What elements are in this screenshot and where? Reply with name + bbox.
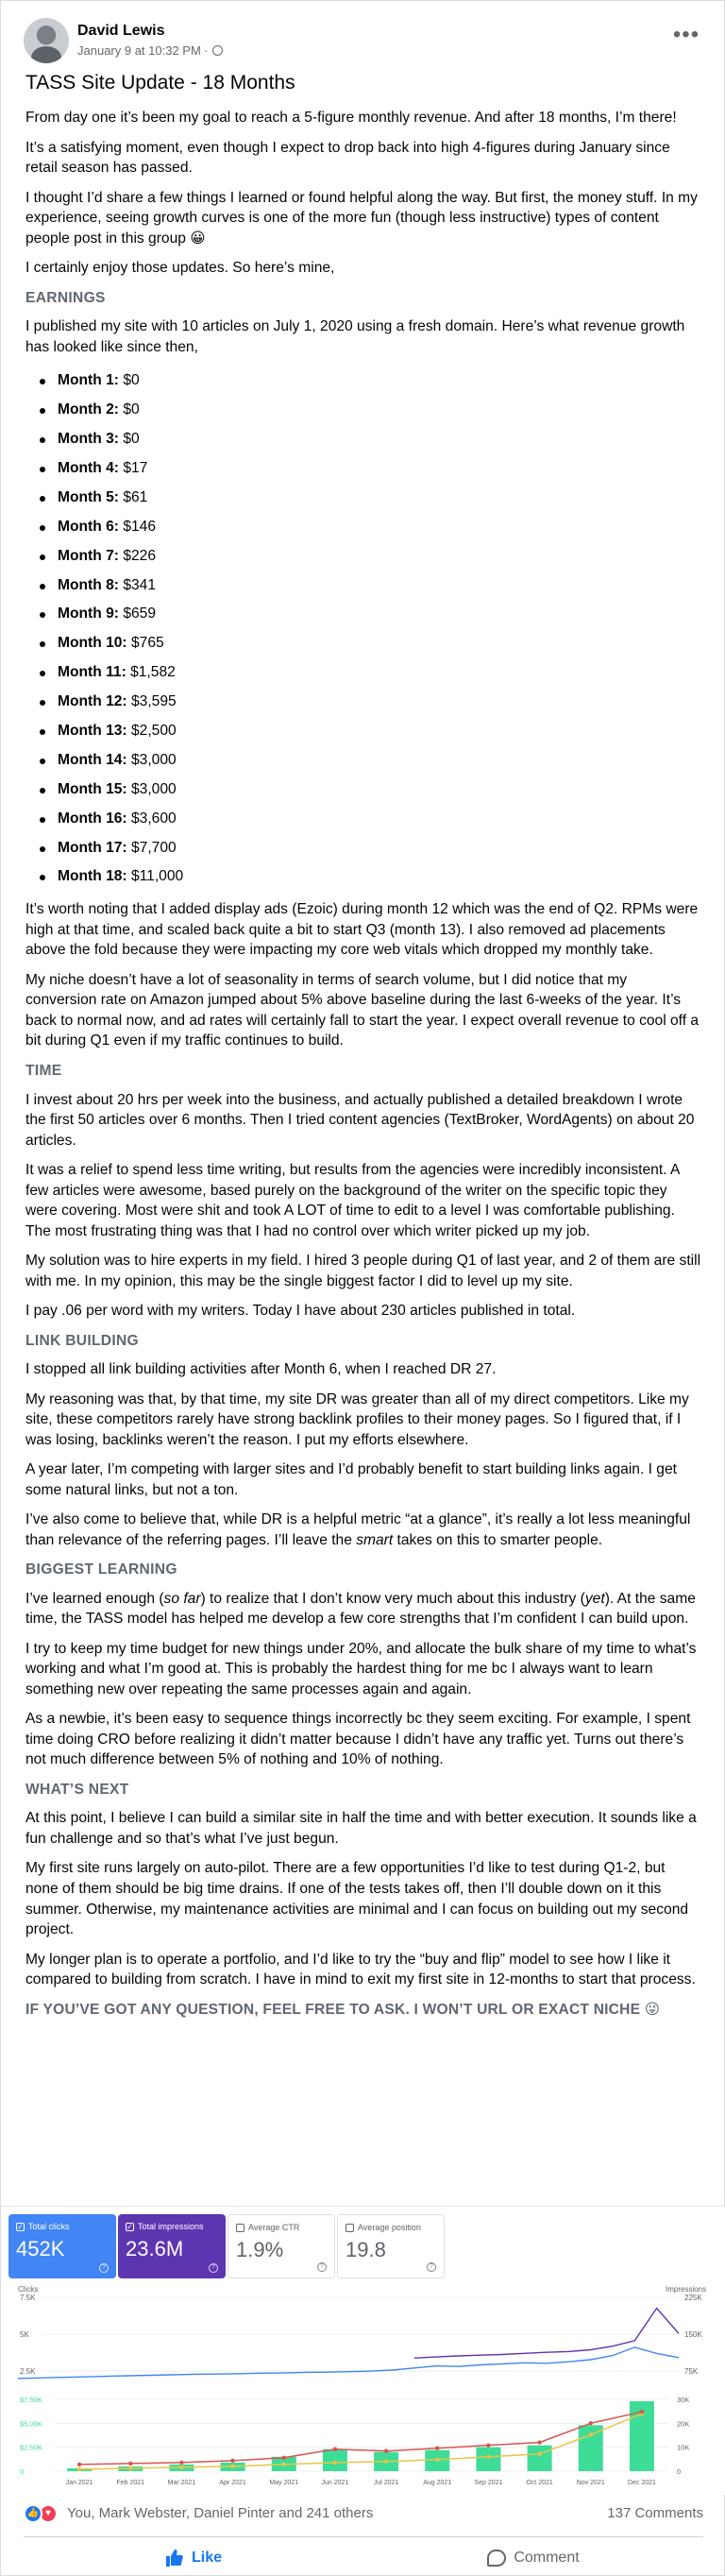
left-tick-label: 7.5K (20, 2294, 36, 2302)
total-clicks-tile (8, 2214, 116, 2278)
search-console-image[interactable] (1, 2206, 725, 2495)
tile-label-text: Average CTR (248, 2223, 300, 2232)
tile-label-text: Total clicks (28, 2222, 70, 2231)
biggest-learning-paragraph: As a newbie, it’s been easy to sequence things incorrectly bc they seem exciting. For example, I spent time doing CRO before realizing it didn’t matter because I didn’t have any traffic yet. Turns out there’s not much difference between 5% of nothing and 10% of nothing. (25, 1711, 691, 1768)
left-tick-label: 0 (20, 2467, 25, 2476)
red-series-line-point (282, 2456, 286, 2460)
help-icon: ? (99, 2263, 109, 2273)
red-series-line-point (486, 2443, 490, 2447)
month-label: Month 11: (58, 664, 126, 681)
reactions-bar (24, 2502, 703, 2525)
help-icon: ? (427, 2262, 436, 2272)
earnings-item (25, 396, 701, 425)
meta-separator: · (203, 43, 209, 58)
yellow-series-line-point (589, 2432, 593, 2436)
time-paragraph: I pay .06 per word with my writers. Today I have about 230 articles published in total. (25, 1303, 576, 1320)
emphasis-text: smart (356, 1531, 394, 1548)
post-actions (24, 2538, 703, 2576)
yellow-series-line-point (77, 2467, 81, 2471)
earnings-item (25, 746, 701, 776)
time-paragraph: My solution was to hire experts in my field. I hired 3 people during Q1 of last year, and 2 of them are still with me. In my opinion, this may be the single biggest factor I did to level up my site. (25, 1253, 701, 1289)
yellow-series-line-point (384, 2460, 388, 2464)
left-tick-label: $7.50K (20, 2396, 42, 2404)
yellow-series-line-point (179, 2465, 183, 2469)
yellow-series-line-point (128, 2466, 132, 2470)
month-value: $3,000 (130, 751, 177, 768)
earnings-list (25, 367, 701, 892)
link-building-paragraph (25, 1510, 701, 1550)
revenue-bar (476, 2448, 500, 2471)
earnings-item (25, 688, 701, 717)
x-tick-label: Jun 2021 (321, 2480, 349, 2486)
month-label: Month 8: (58, 576, 119, 593)
month-value: $3,595 (130, 693, 177, 710)
reaction-icons[interactable] (24, 2504, 61, 2523)
tile-value: 23.6M (126, 2237, 184, 2260)
comments-count[interactable]: 137 Comments (607, 2505, 703, 2521)
checkbox-icon (236, 2224, 244, 2232)
x-tick-label: Nov 2021 (576, 2480, 605, 2486)
month-value: $0 (123, 372, 140, 389)
whats-next-paragraph: At this point, I believe I can build a similar site in half the time and with better execution. It sounds like a fun challenge and so that’s what I’ve just begun. (25, 1810, 697, 1847)
text-run: I’ve learned enough ( (25, 1590, 164, 1607)
earnings-item (25, 513, 701, 542)
month-label: Month 15: (58, 780, 127, 797)
red-series-line-point (589, 2421, 593, 2425)
biggest-learning-paragraph: I try to keep my time budget for new things under 20%, and allocate the bulk share of my time to what’s working and what I’m good at. This is probably the hardest thing for me bc I always want to learn something new over repeating the same processes again and again. (25, 1640, 697, 1697)
like-button[interactable] (24, 2542, 363, 2574)
red-series-line-point (128, 2462, 132, 2465)
checkbox-icon (346, 2224, 354, 2232)
comment-label: Comment (514, 2550, 580, 2566)
month-label: Month 3: (58, 431, 119, 448)
link-building-heading: LINK BUILDING (25, 1332, 139, 1349)
month-label: Month 1: (58, 372, 119, 389)
month-label: Month 6: (58, 518, 119, 535)
more-options-icon[interactable]: ••• (672, 22, 700, 47)
tile-label (346, 2223, 436, 2232)
red-series-line-point (640, 2410, 644, 2414)
x-tick-label: Mar 2021 (167, 2480, 196, 2486)
month-label: Month 7: (58, 547, 119, 564)
earnings-item (25, 629, 701, 658)
red-series-line-point (384, 2449, 388, 2453)
earnings-item (25, 542, 701, 571)
earnings-item (25, 862, 701, 892)
time-paragraph: I invest about 20 hrs per week into the business, and actually published a detailed breakdown I wrote the first 50 articles over 6 months. Then I tried content agencies (TextBroker, WordAgents) on about 20 articles. (25, 1091, 695, 1149)
tile-label (126, 2222, 218, 2231)
post-title: TASS Site Update - 18 Months (25, 72, 295, 94)
timestamp[interactable]: January 9 at 10:32 PM (77, 43, 201, 58)
time-heading: TIME (25, 1062, 62, 1079)
month-value: $146 (123, 518, 157, 535)
earnings-item (25, 805, 701, 834)
text-run: ). At the same time, the TASS model has helped me develop a few core strengths that I’m confident I can build upon. (25, 1590, 696, 1628)
earnings-item (25, 834, 701, 863)
biggest-learning-paragraph (25, 1589, 701, 1629)
left-tick-label: $5.00K (20, 2419, 42, 2429)
yellow-series-line-point (333, 2461, 337, 2465)
thumbs-up-icon (165, 2549, 184, 2567)
earnings-item (25, 367, 701, 396)
month-label: Month 13: (58, 723, 127, 740)
month-value: $11,000 (130, 868, 184, 885)
yellow-series-line-point (486, 2455, 490, 2459)
right-tick-label: 150K (684, 2330, 702, 2339)
whats-next-paragraph: My longer plan is to operate a portfolio, and I’d like to try the “buy and flip” model to see how I like it compared to building from scratch. I have in mind to exit my first site in 12-months to start that process. (25, 1951, 696, 1988)
month-value: $17 (123, 460, 148, 477)
performance-charts (1, 2284, 725, 2494)
red-series-line-point (333, 2447, 337, 2450)
right-tick-label: 10K (677, 2443, 690, 2452)
month-value: $3,600 (130, 810, 177, 827)
right-tick-label: 0 (677, 2467, 682, 2476)
right-tick-label: 75K (684, 2367, 699, 2376)
tile-label (236, 2223, 327, 2232)
month-label: Month 16: (58, 810, 127, 827)
tile-label-text: Total impressions (138, 2222, 204, 2231)
author-name[interactable]: David Lewis (77, 23, 165, 39)
comment-button[interactable] (363, 2542, 703, 2574)
globe-icon (212, 45, 223, 56)
earnings-item (25, 571, 701, 601)
intro-paragraph: From day one it’s been my goal to reach a 5-figure monthly revenue. And after 18 months, I’m there! (25, 110, 677, 127)
time-paragraph: It was a relief to spend less time writing, but results from the agencies were incredibly inconsistent. A few articles were awesome, based purely on the background of the writer on the specific topic they were covering. Most were shit and took A LOT of time to edit to a level I was comfortable publishing. The most frustrating thing was that I had no control over which writer picked up my job. (25, 1162, 680, 1239)
month-label: Month 12: (58, 693, 127, 710)
checkbox-icon: ✓ (17, 2222, 24, 2231)
avatar[interactable] (24, 18, 69, 63)
earnings-item (25, 717, 701, 746)
earnings-item (25, 658, 701, 688)
yellow-series-line (79, 2414, 642, 2469)
text-run: I’ve also come to believe that, while DR is a helpful metric “at a glance”, it’s really a lot less meaningful than relevance of the referring pages. I’ll leave the (25, 1511, 691, 1548)
tile-label-text: Average position (358, 2223, 421, 2232)
month-value: $226 (123, 547, 157, 564)
comment-icon (487, 2550, 506, 2567)
intro-paragraph: I thought I’d share a few things I learned or found helpful along the way. But first, the money stuff. In my experience, seeing growth curves is one of the more fun (though less instructive) types of content people post in this group 😀 (25, 189, 698, 247)
tile-value: 1.9% (236, 2238, 284, 2261)
x-tick-label: Apr 2021 (219, 2480, 246, 2486)
text-run: ) to realize that I don’t know very much about this industry ( (200, 1590, 585, 1607)
month-label: Month 5: (58, 488, 119, 505)
tile-value: 452K (16, 2237, 65, 2260)
whats-next-heading: WHAT’S NEXT (25, 1781, 129, 1798)
love-reaction-icon: ♥ (39, 2504, 58, 2523)
left-tick-label: 2.5K (20, 2367, 36, 2376)
month-value: $0 (123, 401, 140, 418)
average-position-tile (337, 2214, 445, 2278)
whats-next-paragraph: My first site runs largely on auto-pilot. There are a few opportunities I’d like to test during Q1-2, but none of them should be big time drains. If one of the tests takes off, then I’ll double down on it this summer. Otherwise, my maintenance activities are minimal and I can focus on building out my second project. (25, 1860, 689, 1938)
x-tick-label: Dec 2021 (627, 2480, 656, 2486)
earnings-item (25, 776, 701, 805)
impressions-series-line (414, 2309, 679, 2359)
red-series-line-point (230, 2459, 234, 2463)
earnings-note: My niche doesn’t have a lot of seasonality in terms of search volume, but I did notice that my conversion rate on Amazon jumped about 5% above baseline during the last 6-weeks of the year. It’s back to normal now, and ad rates will certainly fall to start the year. I expect overall revenue to cool off a bit during Q1 even if my traffic continues to build. (25, 971, 700, 1049)
tile-value: 19.8 (346, 2238, 386, 2261)
revenue-bar (323, 2449, 347, 2471)
revenue-bar (579, 2425, 603, 2471)
earnings-item (25, 484, 701, 513)
like-label: Like (191, 2550, 222, 2566)
x-tick-label: Sep 2021 (474, 2480, 503, 2486)
earnings-item (25, 425, 701, 454)
month-value: $1,582 (130, 664, 176, 681)
month-label: Month 14: (58, 751, 127, 768)
month-value: $61 (123, 488, 148, 505)
right-tick-label: 225K (684, 2294, 702, 2302)
left-axis-label: Clicks (18, 2285, 39, 2294)
x-tick-label: May 2021 (269, 2480, 299, 2486)
earnings-item (25, 600, 701, 629)
x-tick-label: Feb 2021 (116, 2480, 145, 2486)
biggest-learning-heading: BIGGEST LEARNING (25, 1561, 177, 1578)
post-header (24, 18, 703, 63)
month-label: Month 9: (58, 606, 119, 623)
month-value: $341 (123, 576, 157, 593)
link-building-paragraph: A year later, I’m competing with larger sites and I’d probably benefit to start building links again. I get some natural links, but not a ton. (25, 1461, 677, 1498)
month-value: $3,000 (130, 780, 177, 797)
link-building-paragraph: I stopped all link building activities after Month 6, when I reached DR 27. (25, 1361, 497, 1378)
right-axis-label: Impressions (666, 2285, 707, 2294)
divider (24, 2536, 703, 2537)
checkbox-icon: ✓ (126, 2222, 133, 2231)
link-building-paragraph: My reasoning was that, by that time, my site DR was greater than all of my direct competitors. Like my site, these competitors rarely have strong backlink profiles to their money pages. So I figured that, if I was losing, backlinks weren’t the reason. I put my efforts elsewhere. (25, 1390, 689, 1448)
earnings-item (25, 454, 701, 484)
clicks-series-line (18, 2347, 679, 2379)
emphasis-text: yet (584, 1590, 605, 1607)
month-value: $2,500 (130, 723, 177, 740)
post-meta (77, 43, 223, 58)
help-icon: ? (317, 2262, 327, 2272)
text-run: takes on this to smarter people. (393, 1531, 603, 1548)
left-tick-label: $2.50K (20, 2443, 42, 2452)
post-body (25, 71, 701, 2029)
x-tick-label: Aug 2021 (423, 2480, 452, 2486)
x-tick-label: Jul 2021 (373, 2480, 399, 2486)
yellow-series-line-point (435, 2458, 439, 2462)
earnings-lead: I published my site with 10 articles on July 1, 2020 using a fresh domain. Here’s what revenue growth has looked like since then, (25, 318, 685, 355)
red-series-line-point (179, 2461, 183, 2465)
right-tick-label: 30K (677, 2396, 690, 2404)
x-tick-label: Jan 2021 (65, 2480, 93, 2486)
month-value: $765 (130, 635, 164, 652)
reaction-names[interactable]: You, Mark Webster, Daniel Pinter and 241 others (67, 2505, 374, 2521)
x-tick-label: Oct 2021 (526, 2480, 553, 2486)
earnings-heading: EARNINGS (25, 289, 106, 306)
red-series-line (79, 2412, 642, 2465)
average-ctr-tile (228, 2214, 335, 2278)
month-label: Month 2: (58, 401, 119, 418)
earnings-note: It’s worth noting that I added display ads (Ezoic) during month 12 which was the end of Q2. RPMs were high at that time, and scaled back quite a bit to start Q3 (month 13). I also removed ad placements above the fold because they were impacting my core web vitals which dropped my monthly take. (25, 901, 699, 959)
revenue-bar (528, 2446, 552, 2471)
red-series-line-point (77, 2463, 81, 2466)
month-label: Month 10: (58, 635, 127, 652)
right-tick-label: 20K (677, 2419, 690, 2429)
month-value: $659 (123, 606, 157, 623)
red-series-line-point (435, 2446, 439, 2449)
month-value: $7,700 (130, 839, 177, 856)
total-impressions-tile (118, 2214, 226, 2278)
intro-paragraph: It’s a satisfying moment, even though I expect to drop back into high 4-figures during January since retail season has passed. (25, 139, 670, 177)
emphasis-text: so far (163, 1590, 201, 1607)
red-series-line-point (537, 2440, 541, 2444)
month-label: Month 17: (58, 839, 127, 856)
month-value: $0 (123, 431, 140, 448)
like-reaction-icon: 👍 (24, 2504, 42, 2523)
left-tick-label: 5K (20, 2330, 29, 2339)
call-to-action: IF YOU’VE GOT ANY QUESTION, FEEL FREE TO ASK. I WON’T URL OR EXACT NICHE 😜 (25, 2001, 661, 2018)
help-icon: ? (209, 2263, 218, 2273)
yellow-series-line-point (282, 2463, 286, 2466)
tile-label (16, 2222, 109, 2231)
yellow-series-line-point (230, 2465, 234, 2468)
intro-paragraph: I certainly enjoy those updates. So here’s mine, (25, 260, 335, 277)
month-label: Month 18: (58, 868, 127, 885)
month-label: Month 4: (58, 460, 119, 477)
yellow-series-line-point (537, 2452, 541, 2456)
